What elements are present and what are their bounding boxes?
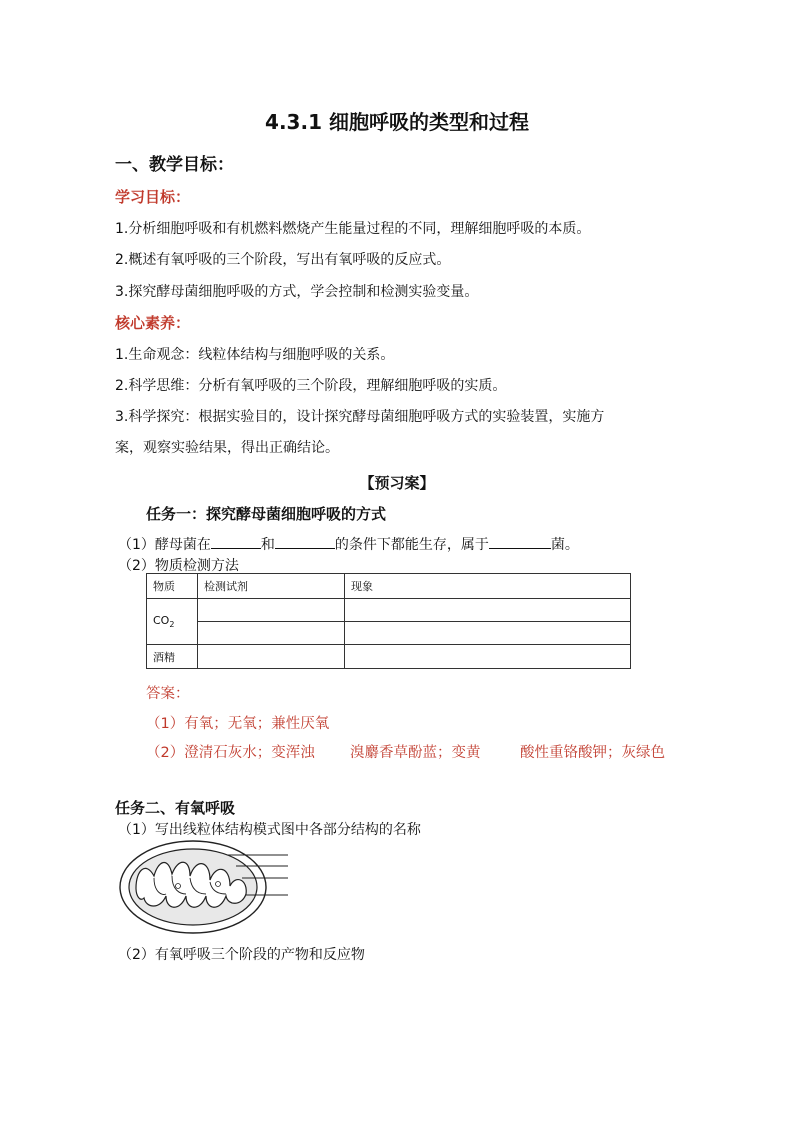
table-cell-empty[interactable] xyxy=(345,645,631,669)
q1-mid2: 的条件下都能生存，属于 xyxy=(334,537,489,553)
task1-question-1 xyxy=(118,534,579,554)
q1-mid1: 和 xyxy=(260,537,275,553)
task2-question-1: （1）写出线粒体结构模式图中各部分结构的名称 xyxy=(118,822,421,838)
learning-goal-item: 2.概述有氧呼吸的三个阶段，写出有氧呼吸的反应式。 xyxy=(115,252,451,268)
task1-heading: 任务一：探究酵母菌细胞呼吸的方式 xyxy=(146,505,387,523)
core-literacy-item: 1.生命观念：线粒体结构与细胞呼吸的关系。 xyxy=(115,347,395,363)
section-heading-teaching-goals: 一、教学目标： xyxy=(115,155,234,175)
blank-field[interactable] xyxy=(211,534,261,549)
table-cell-empty[interactable] xyxy=(198,645,345,669)
core-literacy-item: 3.科学探究：根据实验目的，设计探究酵母菌细胞呼吸方式的实验装置，实施方 xyxy=(115,409,605,425)
table-cell-co2: $CO_2$ xyxy=(147,599,198,645)
blank-field[interactable] xyxy=(489,534,551,549)
answer-2a: （2）澄清石灰水；变浑浊 xyxy=(146,745,315,761)
answer-label: 答案： xyxy=(146,686,190,702)
mitochondrion-diagram xyxy=(118,836,290,936)
task2-question-2: （2）有氧呼吸三个阶段的产物和反应物 xyxy=(118,947,365,963)
answer-1: （1）有氧；无氧；兼性厌氧 xyxy=(146,716,330,732)
blank-field[interactable] xyxy=(275,534,335,549)
table-header-substance: 物质 xyxy=(147,574,198,599)
page-title: 4.3.1 细胞呼吸的类型和过程 xyxy=(265,110,529,134)
core-literacy-item: 案，观察实验结果，得出正确结论。 xyxy=(115,440,339,456)
table-cell-alcohol: 酒精 xyxy=(147,645,198,669)
table-cell-empty[interactable] xyxy=(345,622,631,645)
table-header-phenomenon: 现象 xyxy=(345,574,631,599)
answer-2c: 酸性重铬酸钾；灰绿色 xyxy=(520,745,665,761)
learning-goal-item: 3.探究酵母菌细胞呼吸的方式，学会控制和检测实验变量。 xyxy=(115,284,479,300)
table-cell-empty[interactable] xyxy=(198,622,345,645)
learning-goals-heading: 学习目标： xyxy=(115,188,191,206)
learning-goal-item: 1.分析细胞呼吸和有机燃料燃烧产生能量过程的不同，理解细胞呼吸的本质。 xyxy=(115,221,591,237)
task1-question-2: （2）物质检测方法 xyxy=(118,558,239,574)
task2-heading: 任务二、有氧呼吸 xyxy=(115,799,236,817)
q1-end: 菌。 xyxy=(550,537,579,553)
table-cell-empty[interactable] xyxy=(198,599,345,622)
preview-heading: 【预习案】 xyxy=(359,474,435,492)
core-literacy-item: 2.科学思维：分析有氧呼吸的三个阶段，理解细胞呼吸的实质。 xyxy=(115,378,507,394)
answer-2b: 溴麝香草酚蓝；变黄 xyxy=(350,745,481,761)
table-cell-empty[interactable] xyxy=(345,599,631,622)
core-literacy-heading: 核心素养： xyxy=(115,314,191,332)
table-header-reagent: 检测试剂 xyxy=(198,574,345,599)
q1-prefix: （1）酵母菌在 xyxy=(118,537,211,553)
detection-table xyxy=(146,573,631,669)
